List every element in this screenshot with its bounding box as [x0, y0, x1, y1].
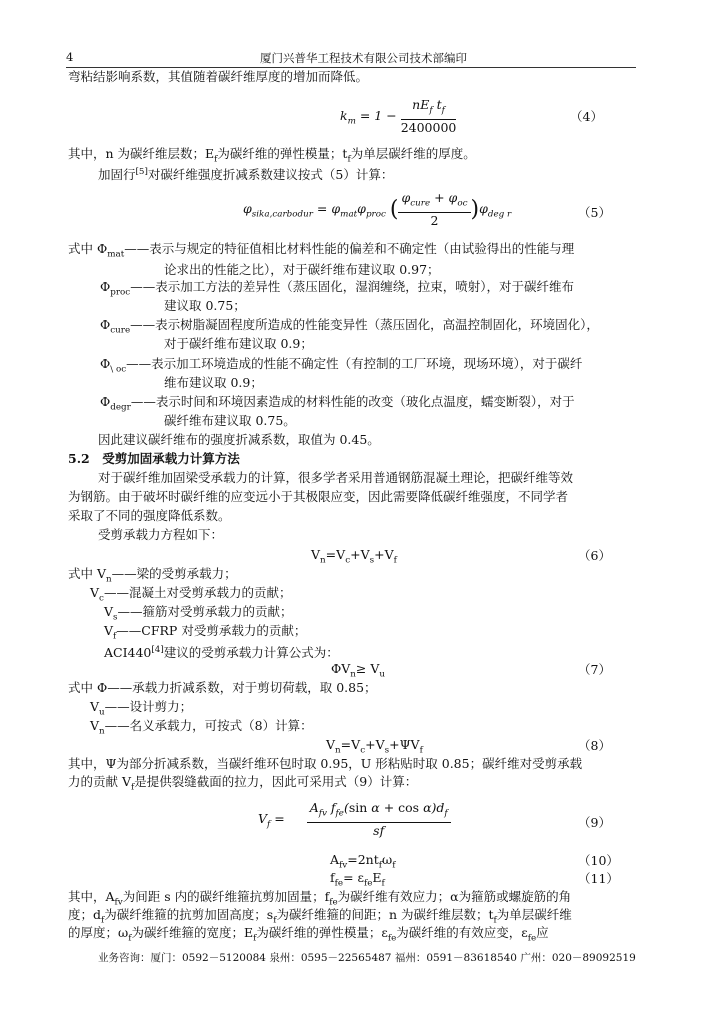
equation-11: $f_{fe}= \varepsilon_{fe}E_f$ — [330, 870, 385, 889]
text-line: 其中，$A_{fv}$为间距 s 内的碳纤维箍抗剪加固量；$f_{fe}$为碳纤维有效应力；α为箍筋或螺旋筋的角 — [68, 889, 572, 908]
equation-9: $V_f$ = $\frac{A_{fv} f_{fe}(\sin \alpha + \cos \alpha)d_f}{sf}$ — [258, 800, 451, 839]
text-line: $\Phi_{proc}——$表示加工方法的差异性（蒸压固化，湿润缠绕，拉束，喷射），对于碳纤维布 — [100, 279, 574, 298]
text-line: ACI440[4]建议的受剪承载力计算公式为： — [104, 645, 339, 661]
equation-number: （10） — [578, 853, 619, 868]
text-line: 碳纤维布建议取 0.75。 — [164, 413, 296, 428]
text-line: 建议取 0.75； — [164, 298, 246, 313]
text-line: 对于碳纤维布建议取 0.9； — [164, 336, 313, 351]
equation-7: $\Phi V_n\ge V_u$ — [331, 661, 386, 680]
text-line: 为钢筋。由于破坏时碳纤维的应变远小于其极限应变，因此需要降低碳纤维强度，不同学者 — [68, 489, 569, 504]
equation-10: $A_{fv}=2nt_f\omega_f$ — [330, 852, 396, 871]
text-line: 弯粘结影响系数，其值随着碳纤维厚度的增加而降低。 — [68, 69, 369, 84]
text-line: 加固行[5]对碳纤维强度折减系数建议按式（5）计算： — [98, 167, 394, 183]
text-line: 式中 $V_n——$梁的受剪承载力； — [68, 566, 237, 585]
equation-4: $k_m = 1$ − $\frac{nE_f t_f}{2400000}$ — [340, 97, 457, 135]
text-line: 因此建议碳纤维布的强度折减系数，取值为 0.45。 — [98, 432, 380, 447]
text-line: $V_n——$名义承载力，可按式（8）计算： — [90, 718, 313, 737]
text-line: 受剪承载力方程如下： — [98, 527, 224, 542]
header-title: 厦门兴普华工程技术有限公司技术部编印 — [260, 51, 467, 65]
page-number: 4 — [66, 50, 74, 64]
text-line: $\Phi_{degr}——$表示时间和环境因素造成的材料性能的改变（玻化点温度，蠕变断裂），对于 — [100, 394, 575, 413]
text-line: $V_u——$设计剪力； — [90, 699, 193, 718]
text-line: $V_s——$箍筋对受剪承载力的贡献； — [104, 604, 293, 623]
equation-number: （4） — [570, 109, 603, 124]
equation-number: （5） — [578, 205, 611, 220]
text-line: $V_f——CFRP$ 对受剪承载力的贡献； — [104, 623, 307, 642]
equation-number: （8） — [578, 738, 611, 753]
text-line: 采取了不同的强度降低系数。 — [68, 508, 231, 523]
equation-number: （11） — [578, 871, 619, 886]
equation-8: $V_n=V_c+V_s+\Psi V_f$ — [326, 737, 423, 756]
text-line: 力的贡献 $V_f$是提供裂缝截面的拉力，因此可采用式（9）计算： — [68, 774, 418, 793]
footer-contacts: 业务咨询：厦门：0592－5120084 泉州：0595－22565487 福州：0591－83618540 广州：020－89092519 — [98, 952, 636, 964]
equation-6: $V_n=V_c+V_s+V_f$ — [311, 547, 397, 566]
text-line: 论求出的性能之比），对于碳纤维布建议取 0.97； — [164, 262, 440, 277]
text-line: 式中 $\Phi_{mat}——$表示与规定的特征值相比材料性能的偏差和不确定性（由试验得出的性能与理 — [68, 241, 575, 260]
equation-5: $\varphi_{sika,carbodur} = \varphi_{mat}\varphi_{proc}$ ( $\frac{\varphi_{cure} + \varphi_{oc}}{2}$ )$\varphi_{deg r}$ — [243, 190, 512, 228]
section-heading: 5.2 受剪加固承载力计算方法 — [68, 451, 240, 466]
equation-number: （6） — [578, 548, 611, 563]
text-line: $\Phi_{\backslash oc}——$表示加工环境造成的性能不确定性（有控制的工厂环境，现场环境），对于碳纤 — [100, 356, 583, 375]
text-line: $V_c——$混凝土对受剪承载力的贡献； — [90, 585, 292, 604]
text-line: 的厚度；$\omega_f$为碳纤维箍的宽度；$E_f$为碳纤维的弹性模量；$\varepsilon_{fe}$为碳纤维的有效应变，$\varepsilon_{fe}$应 — [68, 925, 549, 944]
equation-number: （9） — [578, 815, 611, 830]
text-line: 度；$d_f$为碳纤维箍的抗剪加固高度；$s_f$为碳纤维箍的间距；n 为碳纤维层数；$t_f$为单层碳纤维 — [68, 907, 572, 926]
text-line: 其中，Ψ为部分折减系数，当碳纤维环包时取 0.95，U 形粘贴时取 0.85；碳纤维对受剪承载 — [68, 756, 583, 771]
text-line: 对于碳纤维加固梁受承载力的计算，很多学者采用普通钢筋混凝土理论，把碳纤维等效 — [98, 470, 574, 485]
text-line: $\Phi_{cure}——$表示树脂凝固程度所造成的性能变异性（蒸压固化，高温控制固化，环境固化）， — [100, 317, 599, 336]
text-line: 式中 Φ——承载力折减系数，对于剪切荷载，取 0.85； — [68, 680, 377, 695]
text-line: 其中，n 为碳纤维层数；$E_f$为碳纤维的弹性模量；$t_f$为单层碳纤维的厚度。 — [68, 146, 476, 165]
text-line: 维布建议取 0.9； — [164, 375, 263, 390]
equation-number: （7） — [578, 662, 611, 677]
